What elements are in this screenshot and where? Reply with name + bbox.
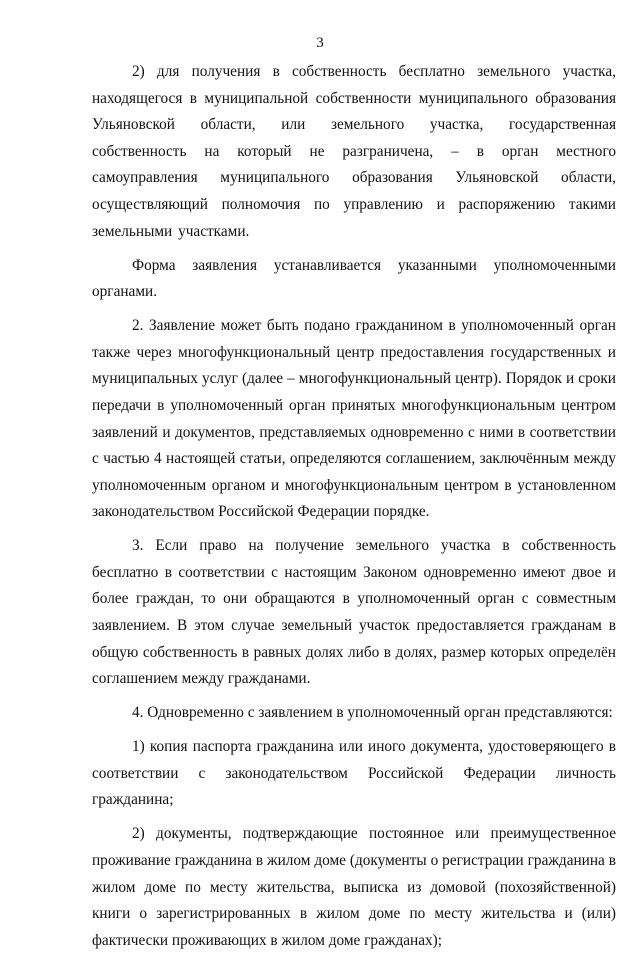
- paragraph-clause-3-joint-application: 3. Если право на получение земельного участка в собственность бесплатно в соответствии с настоящим Законом одновременно имеют двое и более граждан, то они обращаются в уполномоченный орган с совместным заявлением. В этом случае земельный участок предоставляется гражданам в общую собственность в равных долях либо в долях, размер которых определён соглашением между гражданами.: [92, 537, 616, 688]
- paragraph-application-form: Форма заявления устанавливается указанными уполномоченными органами.: [92, 256, 616, 301]
- paragraph-item-2-residence-documents: 2) документы, подтверждающие постоянное или преимущественное проживание гражданина в жилом доме (документы о регистрации гражданина в жилом доме по месту жительства, выписка из домовой (похозяйственной) книги о зарегистрированных в жилом доме по месту жительства и (или) фактически проживающих в жилом доме гражданах);: [92, 825, 616, 949]
- page-number: 3: [316, 35, 324, 51]
- paragraph-item-2-municipal-land: 2) для получения в собственность бесплатно земельного участка, находящегося в муниципальной собственности муниципального образования Ульяновской области, или земельного участка, государственная собственность на который не разграничена, – в орган местного самоуправления муниципального образования Ульяновской области, осуществляющий полномочия по управлению и распоряжению такими земельными участками.: [92, 63, 616, 240]
- paragraph-clause-4-documents: 4. Одновременно с заявлением в уполномоченный орган представляются:: [132, 704, 613, 722]
- document-body: [92, 59, 616, 954]
- paragraph-item-1-passport-copy: 1) копия паспорта гражданина или иного документа, удостоверяющего в соответствии с законодательством Российской Федерации личность гражданина;: [92, 738, 616, 809]
- paragraph-clause-2-mfc: 2. Заявление может быть подано гражданином в уполномоченный орган также через многофункциональный центр предоставления государственных и муниципальных услуг (далее – многофункциональный центр). Порядок и сроки передачи в уполномоченный орган принятых многофункциональным центром заявлений и документов, представляемых одновременно с ними в соответствии с частью 4 настоящей статьи, определяются соглашением, заключённым между уполномоченным органом и многофункциональным центром в установленном законодательством Российской Федерации порядке.: [92, 317, 616, 521]
